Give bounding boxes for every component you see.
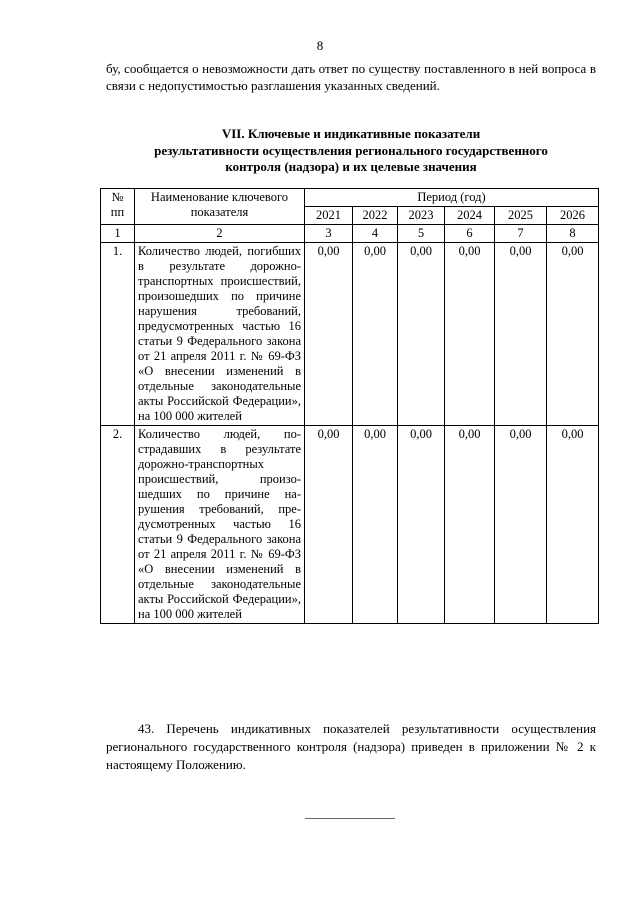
section-title-line-3: контроля (надзора) и их целевые значения xyxy=(225,159,477,174)
page-number: 8 xyxy=(316,38,324,53)
indicator-value: 0,00 xyxy=(547,426,599,624)
header-period: Период (год) xyxy=(305,189,599,207)
column-number: 1 xyxy=(101,225,135,243)
section-title xyxy=(106,126,596,176)
header-num-line-1: № xyxy=(111,190,124,204)
indicator-value: 0,00 xyxy=(305,426,353,624)
indicator-value: 0,00 xyxy=(353,243,398,426)
table-header-row xyxy=(101,189,599,207)
header-num-cell xyxy=(101,189,135,225)
indicator-value: 0,00 xyxy=(495,243,547,426)
header-year: 2026 xyxy=(547,207,599,225)
section-title-line-1: VII. Ключевые и индикативные показатели xyxy=(221,126,481,141)
header-year: 2023 xyxy=(398,207,445,225)
indicator-value: 0,00 xyxy=(547,243,599,426)
column-number: 2 xyxy=(135,225,305,243)
indicator-value: 0,00 xyxy=(495,426,547,624)
header-num-line-2: пп xyxy=(110,205,125,219)
header-year: 2024 xyxy=(445,207,495,225)
row-number: 2. xyxy=(101,426,135,624)
header-year: 2025 xyxy=(495,207,547,225)
table-row xyxy=(101,426,599,624)
outro-paragraph: 43. Перечень индикативных показателей результативности осуществления регионального государственного контроля (надзора) приведен в приложении № 2 к настоящему Положению. xyxy=(106,721,596,772)
indicator-value: 0,00 xyxy=(305,243,353,426)
indicator-value: 0,00 xyxy=(445,426,495,624)
header-year: 2022 xyxy=(353,207,398,225)
indicator-value: 0,00 xyxy=(445,243,495,426)
indicator-value: 0,00 xyxy=(398,426,445,624)
indicator-name: Количество людей, пострадавших в результате дорожно-транспортных происшествий, произошедших по причине нарушения требований, предусмотренных частью 16 статьи 9 Федерального закона от 21 апреля 2011 г. № 69-ФЗ «О внесении изменений в отдельные законодательные акты Российской Федерации», на 100 000 жителей xyxy=(135,426,305,624)
intro-paragraph: бу, сообщается о невозможности дать ответ по существу поставленного в ней вопроса в связи с недопустимостью разглашения указанных сведений. xyxy=(106,61,596,93)
table-row xyxy=(101,243,599,426)
section-title-line-2: результативности осуществления регионального государственного xyxy=(154,142,548,158)
column-number: 4 xyxy=(353,225,398,243)
header-year: 2021 xyxy=(305,207,353,225)
column-number-row xyxy=(101,225,599,243)
column-number: 3 xyxy=(305,225,353,243)
footer-divider xyxy=(305,818,395,819)
header-name-line-2: показателя xyxy=(190,205,249,219)
indicator-value: 0,00 xyxy=(353,426,398,624)
column-number: 7 xyxy=(495,225,547,243)
header-name-cell xyxy=(135,189,305,225)
indicator-value: 0,00 xyxy=(398,243,445,426)
header-name-line-1: Наименование ключевого xyxy=(150,190,289,204)
indicator-name: Количество людей, погибших в результате дорожно-транспортных происшествий, произошедших по причине нарушения требований, предусмотренных частью 16 статьи 9 Федерального закона от 21 апреля 2011 г. № 69-ФЗ «О внесении изменений в отдельные законодательные акты Российской Федерации», на 100 000 жителей xyxy=(135,243,305,426)
row-number: 1. xyxy=(101,243,135,426)
column-number: 6 xyxy=(445,225,495,243)
column-number: 5 xyxy=(398,225,445,243)
column-number: 8 xyxy=(547,225,599,243)
kpi-table xyxy=(100,188,599,624)
